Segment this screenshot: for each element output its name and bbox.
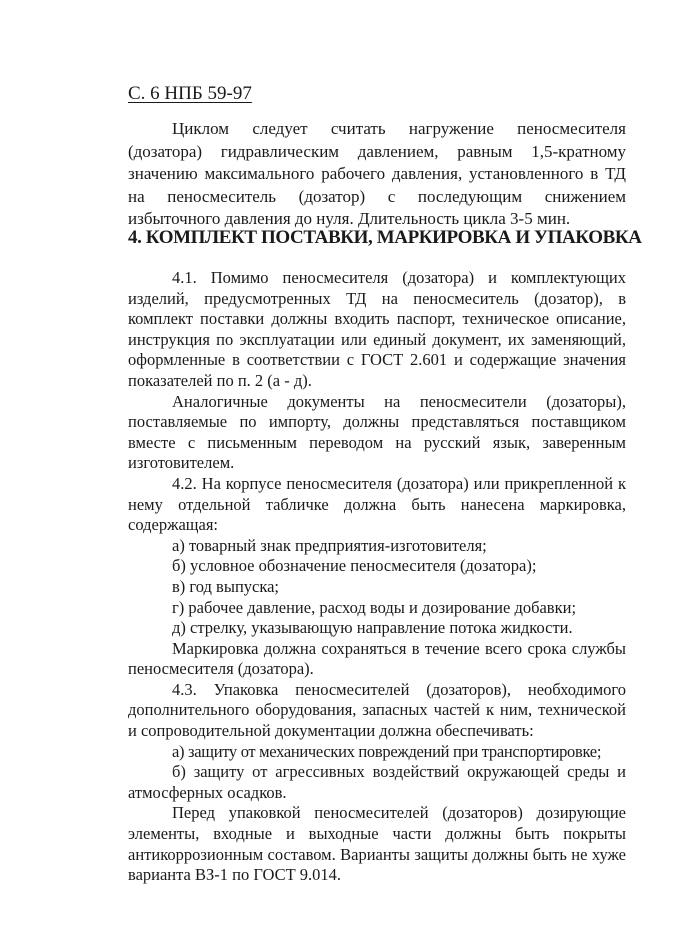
running-header: С. 6 НПБ 59-97 (128, 83, 252, 104)
paragraph-marking-life: Маркировка должна сохраняться в течение всего срока службы пеносмесителя (дозатора). (128, 638, 626, 679)
packaging-item: а) защиту от механических повреждений при транспортировке; (172, 741, 602, 761)
paragraph-import: Аналогичные документы на пеносмесители (дозаторы), поставляемые по импорту, должны представляться поставщиком вместе с письменным переводом на русский язык, заверенным изготовителем. (128, 391, 626, 473)
section-title: 4. КОМПЛЕКТ ПОСТАВКИ, МАРКИРОВКА И УПАКОВКА (128, 227, 642, 248)
paragraph-4-2: 4.2. На корпусе пеносмесителя (дозатора) или прикрепленной к нему отдельной табличке должна быть нанесена маркировка, содержащая: (128, 473, 626, 535)
paragraph-4-3: 4.3. Упаковка пеносмесителей (дозаторов), необходимого дополнительного оборудования, запасных частей к ним, технической и сопроводительной документации должна обеспечивать: (128, 679, 626, 741)
intro-paragraph: Циклом следует считать нагружение пеносмесителя (дозатора) гидравлическим давлением, равным 1,5-кратному значению максимального рабочего давления, установленного в ТД на пеносмеситель (дозатор) с последующим снижением избыточного давления до нуля. Длительность цикла 3-5 мин. (128, 119, 626, 228)
marking-item: д) стрелку, указывающую направление потока жидкости. (172, 618, 573, 638)
paragraph-coating: Перед упаковкой пеносмесителей (дозаторов) дозирующие элементы, входные и выходные части должны быть покрыты антикоррозионным составом. Варианты защиты должны быть не хуже варианта ВЗ-1 по ГОСТ 9.014. (128, 803, 626, 885)
paragraph-4-1: 4.1. Помимо пеносмесителя (дозатора) и комплектующих изделий, предусмотренных ТД на пеносмеситель (дозатор), в комплект поставки должны входить паспорт, техническое описание, инструкция по эксплуатации или единый документ, их заменяющий, оформленные в соответствии с ГОСТ 2.601 и содержащие значения показателей по п. 2 (а - д). (128, 268, 626, 390)
marking-item: б) условное обозначение пеносмесителя (дозатора); (172, 556, 537, 576)
marking-item: г) рабочее давление, расход воды и дозирование добавки; (172, 597, 577, 617)
packaging-item: б) защиту от агрессивных воздействий окружающей среды и атмосферных осадков. (128, 762, 626, 802)
marking-item: в) год выпуска; (172, 576, 280, 596)
marking-item: а) товарный знак предприятия-изготовителя; (172, 535, 487, 555)
section-body (128, 268, 626, 886)
